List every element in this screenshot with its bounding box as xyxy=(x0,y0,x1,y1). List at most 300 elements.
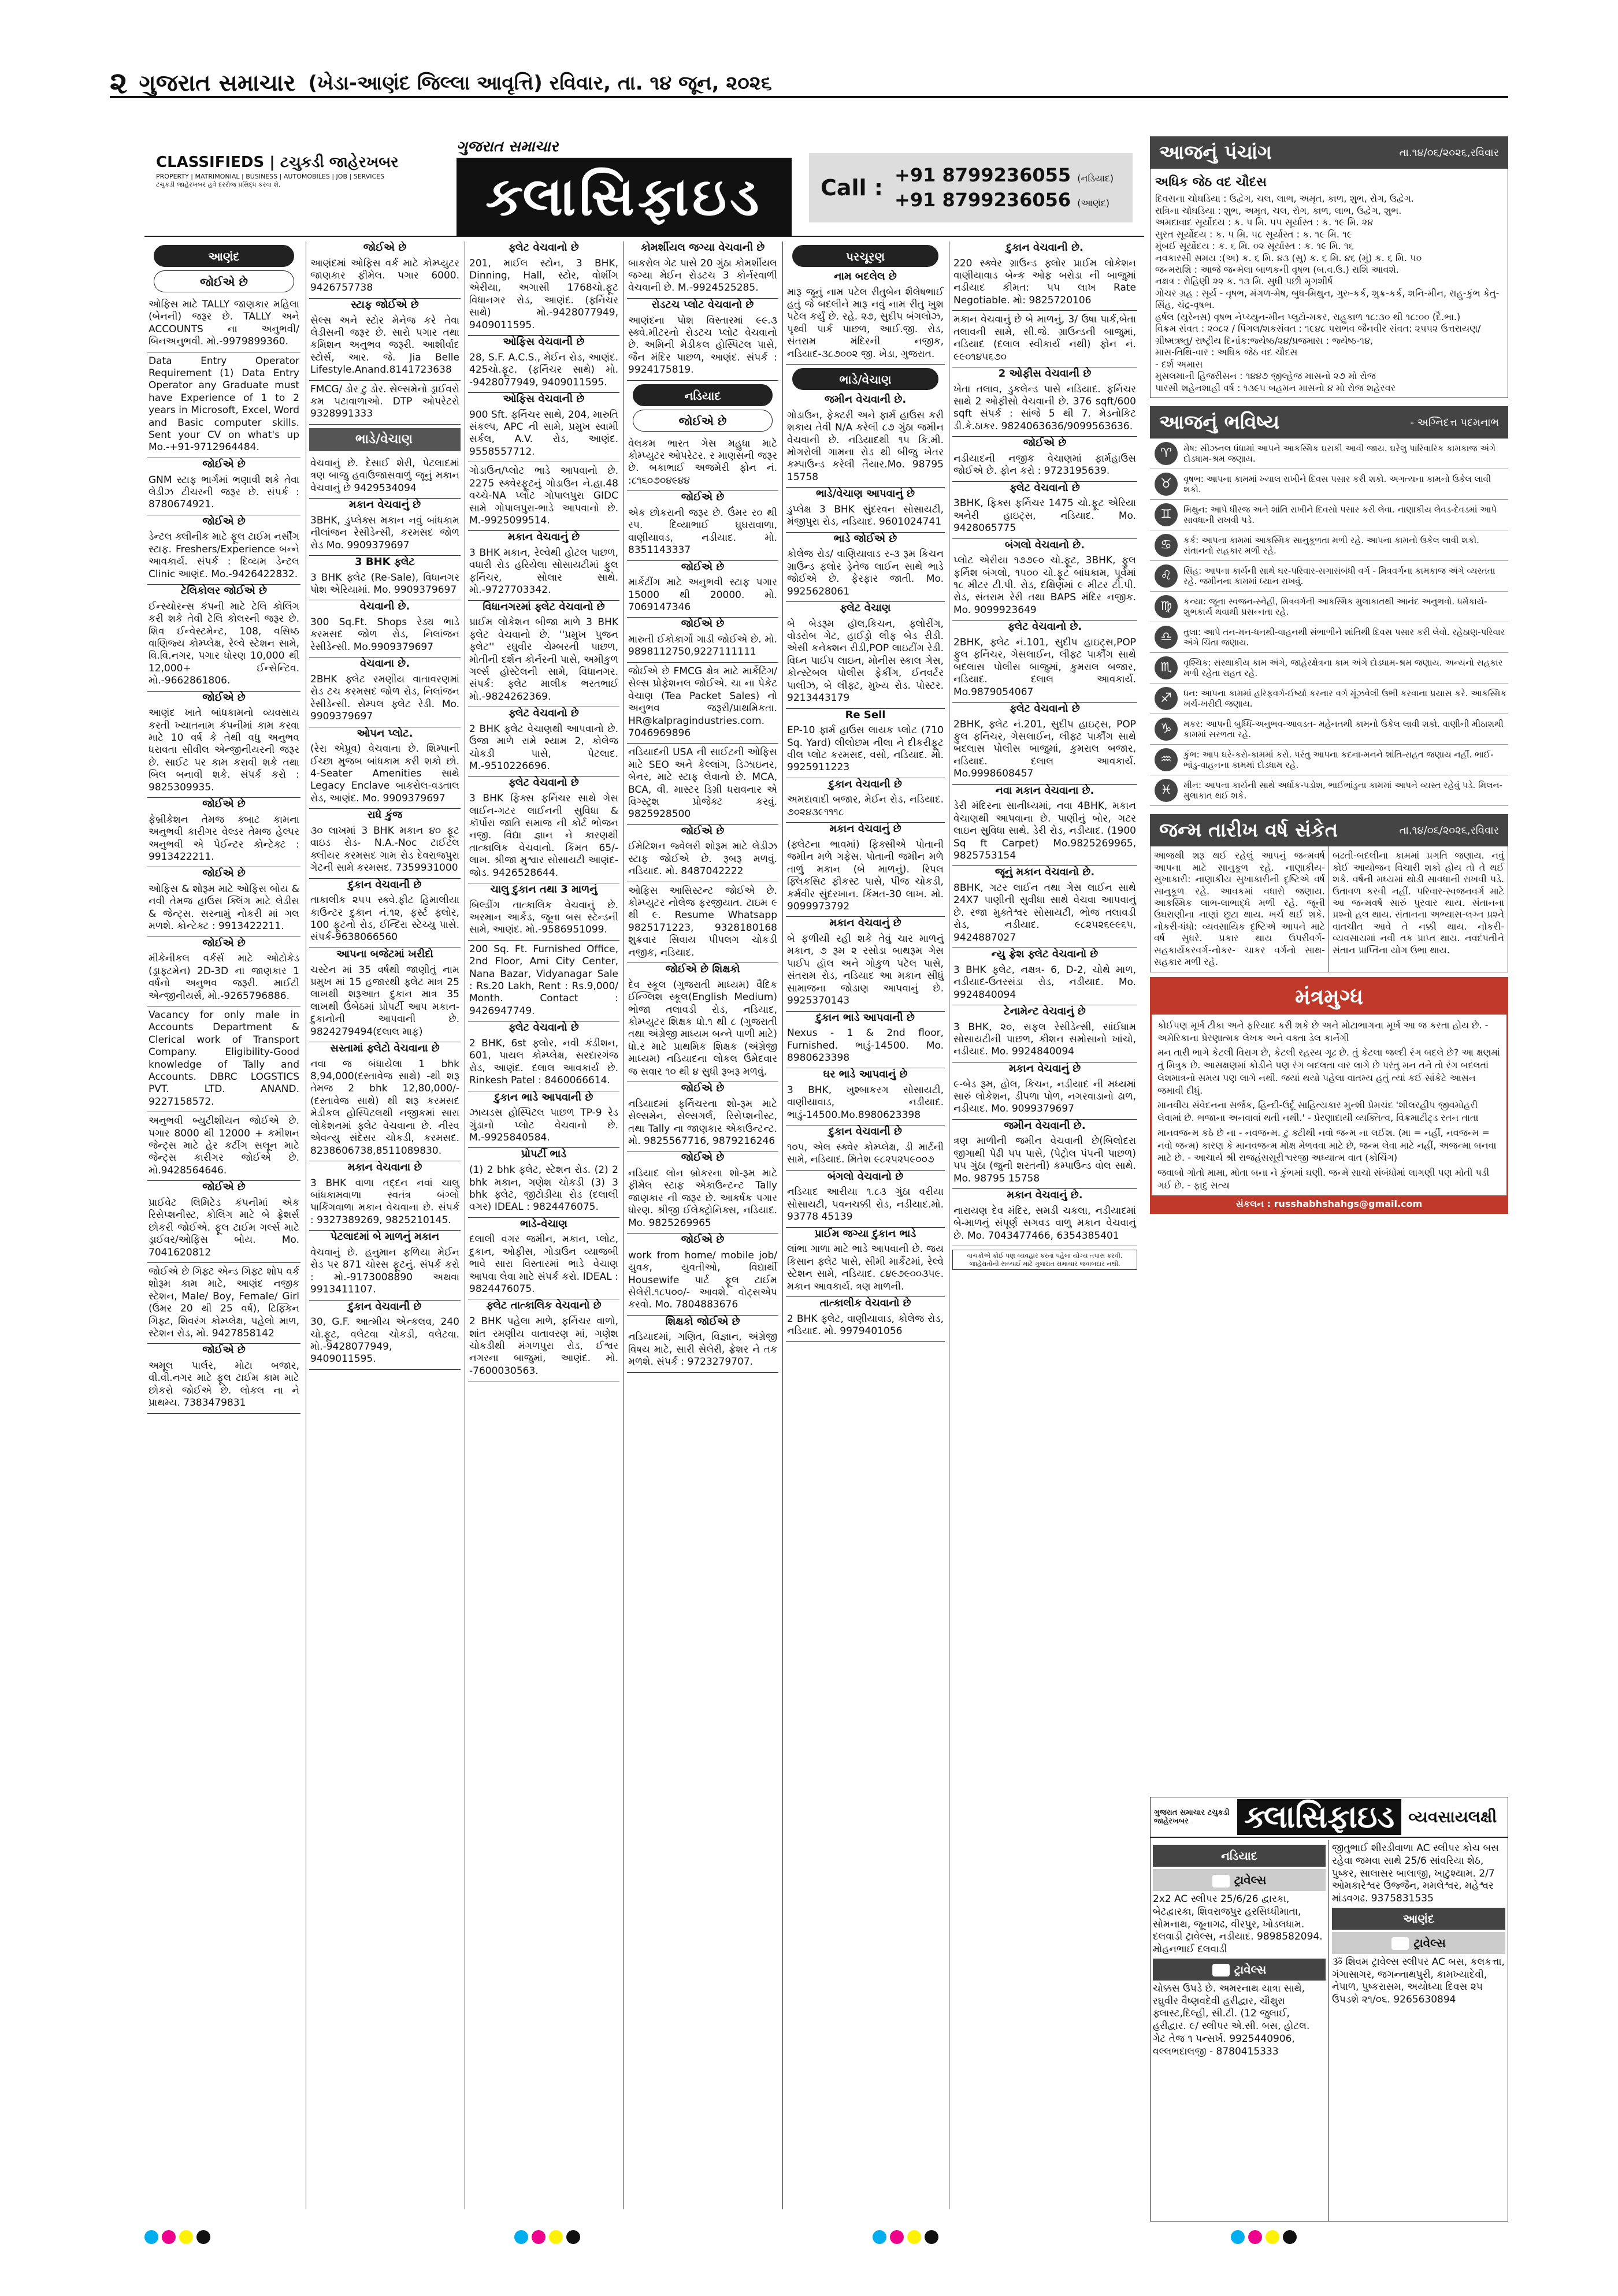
registration-dot xyxy=(1283,2230,1297,2244)
classified-ad: ત્રણ માળીની જમીન વેચવાની છે(બિલોદરા જીગાથી પેઢી ૫૫ પાસે, (પેટ્રોલ પંપની પાછળ) ૫૫ ગુંઠા (જુની શરતની) કમ્પાઉન્ડ વોલ સાથે. Mo. 98795 15758 xyxy=(952,1132,1137,1189)
rashi-text: મિથુન: આપે ધીરજ અને શાંતિ રાખીને દિવસો પસાર કરી લેવા. નાણાકીય લેવડ-દેવડમાં આપે સાવધાની રાખવી પડે. xyxy=(1183,504,1497,526)
classified-ad: ડેન્ટલ ક્લીનીક માટે ફૂલ ટાઈમ નર્સીંગ સ્ટાફ. Freshers/Experience બન્ને આવકાર્ય. સંપર્ક : દિવ્યમ ડેન્ટલ Clinic આણંદ. Mo.-9426422832. xyxy=(147,528,300,585)
registration-dot xyxy=(925,2230,938,2244)
classified-ad: જોઈએ છે ગિફ્ટ એન્ડ ગિફ્ટ શોપ વર્ક શોરૂમ કામ માટે, આણંદ નજીક સ્ટેશન, Male/ Boy, Female/ Girl (ઉંમર 20 થી 25 વર્ષ), ટિફ્કિન ગિફ્ટ, શિવરંગ કોમ્પ્લેક્ષ, પહેલો માળ, સ્ટેશન રોડ, મો. 9427858142 xyxy=(147,1263,300,1344)
bus-icon xyxy=(1212,1875,1230,1888)
panchang-line: અમદાવાદ સૂર્યોદય : ક. ૫ મિ. ૫૫ સૂર્યાસ્ત : ક. ૧૯ મિ. ૨૪ xyxy=(1155,217,1374,228)
panchang-line: ગોચર ગ્રહ : સૂર્ય - વૃષભ, મંગળ-મેષ, બુધ-મિથુન, ગુરુ-કર્ક, શુક્ર-કર્ક, શનિ-મીન, રાહુ-કુંભ કેતુ-સિંહ, ચંદ્ર-વૃષભ. xyxy=(1155,287,1500,311)
classified-ad: ૩૦ લાખમાં 3 BHK મકાન ૪૦ ફૂટ વાઇડ રોડ- N.A.-Noc ટાઈટલ ક્લીયર કરમસદ ગામ રોડ દેવરાજપુરા ગેટની સામે કરમસદ. 7359931000 xyxy=(309,822,461,879)
rashi-row xyxy=(1150,714,1508,745)
classified-ad: નડિયાદની USA ની સાઈટની ઓફિસ માટે SEO અને કેલ્લાંગ, ડિઝાઇનર, બેનર, માટે સ્ટાફ લેવાનો છે. MCA, BCA, વી. માસ્ટર ડિગ્રી ધરાવનાર એ વિગ્સ્ટ્રશ પ્રોજેક્ટ કરવું. 9825928500 xyxy=(627,744,778,824)
classified-ad: નારાયણ દેવ મંદિર, સમડી ચકલા, નડીયાદમાં બે-માળનું સંપૂર્ણ સગવડ વાળુ મકાન વેચવાનું છે. Mo. 7043477466, 6354385401 xyxy=(952,1202,1137,1246)
panchang-date: તા.૧૪/૦૬/૨૦૨૬,રવિવાર xyxy=(1399,146,1499,159)
rashi-row xyxy=(1150,561,1508,592)
rashi-row xyxy=(1150,469,1508,500)
rashi-text: વૃષભ: આપના કામમાં ખ્યાલ રાખીને દિવસ પસાર કરી શકો. અગત્યના કામનો ઉકેલ લાવી શકો. xyxy=(1183,474,1491,495)
classified-ad: 3BHK, ફિક્સ ફર્નિચર 1475 ચો.ફૂટ એરિયા અનેરી હાઇટ્સ, નડિયાદ. Mo. 9428065775 xyxy=(952,495,1137,538)
classified-ad: ડુપ્લેક્ષ 3 BHK સુંદરવન સોસાયટી, મંજીપુરા રોડ, નડિયાદ. 9601024741 xyxy=(786,501,945,533)
masthead xyxy=(110,65,1508,101)
zodiac-icon: ♈ xyxy=(1155,442,1178,465)
mantra-item: જવાબો ગોતો મામા, મોતા બના ને કુંભમાં ઘણી. જન્મે સાચો સંબંધોમાં લાગણી પણ મોતી પડી ગઈ છે. - ફાદુ સત્ય xyxy=(1157,1167,1490,1191)
rashi-text: ધન: આપના કામમાં હરિફવર્ગ-ઈર્ષ્યા કરનાર વર્ગ મૂંઝવેલી ઉભી કરવાના પ્રયાસ કરે. આકસ્મિક ખર્ચ-ખરીદી જણાય. xyxy=(1183,688,1506,709)
ad-heading: વેચવાના છે. xyxy=(359,657,410,670)
ad-heading: Re Sell xyxy=(845,708,886,721)
classified-ad: ફેબ્રીકેશન તેમજ ક્બાટ કામના અનુભવી કારીગર વેલ્ડર તેમજ હેલ્પર અનુભવી એ પેઈન્ટર કોન્ટેક્ટ : 9913422211. xyxy=(147,811,300,868)
classified-ad: (રેરા એપ્રૂવ) વેચવાના છે. શિમ્પાની ઈચ્છા મુજબ બાંધકામ કરી શકો છો. 4-Seater Amenities સાથે Legacy Enclave બાકરોલ-વડતાલ રોડ, આણંદ. Mo. 9909379697 xyxy=(309,740,461,809)
ad-heading: ભાડે/વેચાણ આપવાનું છે xyxy=(815,488,915,500)
rashi-text: વૃશ્ચિક: સંસ્થાકીય કામ અંગે, જાહેરક્ષેત્રના કામ અંગે દોડધામ-શ્રમ જણાય. અન્યનો સહકાર મળી રહેતા રાહત રહે. xyxy=(1183,657,1503,679)
classified-column xyxy=(309,242,461,2209)
ad-heading: બંગલો વેચવાનો છે. xyxy=(1004,538,1085,551)
zodiac-icon: ♎ xyxy=(1155,626,1178,649)
classified-ad: 3 BHK વાળા તદ્દન નવાં ચાલુ બાંધકામવાળા સ્વતંત્ર બંગ્લો પાર્કિંગવાળા મકાન વેચવાના છે. સંપર્ક : 9327389269, 9825210145. xyxy=(309,1175,461,1231)
ad-heading: જોઈએ છે xyxy=(363,242,407,254)
classified-ad: GNM સ્ટાફ ભાર્ગમાં ભણાવી શકે તેવા લેડીઝ ટીચરની જરૂર છે. સંપર્ક : 8780674921. xyxy=(147,471,300,515)
rashi-row xyxy=(1150,592,1508,622)
ad-heading: આપના બજેટમાં ખરીદો xyxy=(336,948,433,960)
classified-ad: અમૂલ પાર્લર, મોટા બજાર, વી.વી.નગર માટે ફૂલ ટાઈમ કામ માટે છોકરો જોઈએ છે. લોકલ ના ને પ્રાથમ્ય. 7383479831 xyxy=(147,1357,300,1414)
ad-heading: પેટલાદમાં બે માળનું મકાન xyxy=(330,1231,440,1243)
birthday-body xyxy=(1150,846,1508,972)
tag-title: CLASSIFIEDS | ટચુકડી જાહેરખબર xyxy=(156,154,399,171)
rashi-row xyxy=(1150,439,1508,469)
classified-ad: ઓફિસ & શોરૂમ માટે ઓફિસ બોય & નવી તેમજ હાઉસ ક્લિંગ માટે લેડીસ & જેન્ટ્સ. સરનામું નોકરી માં ગલ મળશે. કોન્ટેક્ટ : 9913422211. xyxy=(147,880,300,937)
ad-heading: મકાન વેચવાનું છે xyxy=(348,499,421,511)
ad-heading: દુકાન વેચવાની છે xyxy=(829,1125,902,1138)
classified-ad: (1) 2 bhk ફ્લેટ, સ્ટેશન રોડ. (2) 2 bhk મકાન, ગણેશ ચોકડી (3) 3 bhk ફ્લેટ, જીટોડીયા રોડ (દલાલી વગર) IDEAL : 9824476075. xyxy=(468,1161,619,1218)
ad-heading: જોઈએ છે xyxy=(681,824,725,837)
classified-ad: 3 BHK મકાન, રેલ્વેથી હોટલ પાછળ, વધારી રોડ હરિયેલા સોસાયટીમાં ફુલ ફર્નિચર, સોલાર સાથે. મો.-9727703342. xyxy=(468,544,619,601)
mantra-item: કોઈપણ મૂર્ખ ટીકા અને ફરિયાદ કરી શકે છે અને મોટાભાગના મૂર્ખ આ જ કરતા હોય છે. - અમેરિકાના પ્રેરણાત્મક લેખક અને વક્તા ડેલ કાર્નેગી xyxy=(1157,1019,1489,1043)
ad-heading: ફ્લેટ વેચવાનો છે xyxy=(509,707,579,720)
zodiac-icon: ♏ xyxy=(1155,656,1178,679)
ad-heading: સ્ટાફ જોઈએ છે xyxy=(351,298,419,311)
classified-ad: વેલકમ ભારત ગેસ મહુધા માટે કોમ્પ્યુટર ઓપરેટર. ર માણસની જરૂર છે. બકાભાઈ અજમેરી ફોન નં. :૮૧૬૦૭૦૪૯૪૪ xyxy=(627,435,778,492)
business-left-column xyxy=(1151,1840,1328,2221)
mantra-title: મંત્રમુગ્ધ xyxy=(1152,979,1506,1015)
classified-ad: નડિયાદ લોન બ્રોકરના શો-રૂમ માટે ફીમેલ સ્ટાફ એકાઉન્ટન્ટ Tally જાણકાર ની જરૂર છે. આકર્ષક પગાર ધોરણ. શ્રીજી ઈલેક્ટ્રોનિક્સ, નડિયાદ. Mo. 9825269965 xyxy=(627,1165,778,1234)
classified-ad: ઈન્સ્યોરન્સ કંપની માટે ટેલિ કોલિંગ કરી શકે તેવી ટેલિ કોલરની જરૂર છે. શિવ ઈન્વેસ્ટમેન્ટ, 108, વસિષ્ઠ વાણિજ્ય કોમ્પ્લેક્ષ, રેલ્વે સ્ટેશન સામે, વિ.વિ.નગર, પગાર ધોરણ 10,000 થી 12,000+ ઈન્સેન્ટિવ. મો.-9662861806. xyxy=(147,598,300,692)
business-travels-banner xyxy=(1153,1869,1326,1891)
classified-ad: નડિયાદ આરીયા ૧.૮૩ ગુંઠા વરીયા સોસાયટી, પવનચક્કી રોડ, નડીયાદ.મો. 93778 45139 xyxy=(786,1183,945,1227)
mantra-item: માનવીય સંવેદનના સર્જક, હિન્દી-ઉર્દૂ સાહિત્યકાર મુન્શી પ્રેમચંદ 'શીલરહીપ જીવમોહરી લેવામાં છે. ભજાના અનવાવાં થતી નથી.' - પ્રેરણાદાયી વ્યક્તિત્વ, વિક્રમાટીટ્ડ રતન તાતા xyxy=(1157,1099,1479,1124)
classified-ad: નવા જ બંધાયેલા 1 bhk 8,94,000(દસ્તાવેજ સાથે) -થી શરૂ તેમજ 2 bhk 12,80,000/-(દસ્તાવેજ સાથે) થી શરૂ કરમસદ મેડીકલ હોસ્પિટલથી નજીકમાં સારા લોકેશનમાં ફ્લેટ વેચવાના છે. નીરવ એવન્યુ સંદેસર ચોકડી, કરમસદ. 8238606738,8511089830. xyxy=(309,1056,461,1161)
ad-heading: જોઈએ છે xyxy=(1023,437,1067,449)
right-sidebar xyxy=(1150,136,1508,1731)
classified-ad: ઓફિસ આસિસ્ટન્ટ જોઈએ છે. કોમ્પ્યુટર નોલેજ ફરજીયાત. ટાઇમ ૯ થી ૯. Resume Whatsapp 9825171223, 9328180168 શુક્રવાર સિવાય પીપલગ ચોકડી નજીક, નડિયાદ. xyxy=(627,882,778,963)
phone-nadiad-note: (નડિયાદ) xyxy=(1077,172,1114,184)
business-travels-label: ટ્રાવેલ્સ xyxy=(1234,1873,1267,1887)
ad-heading: જોઈએ છે xyxy=(681,1082,725,1095)
classified-ad: ઝાયડસ હોસ્પિટલ પાછળ TP-9 રેડ ગુંડાનો પ્લોટ વેચવાનો છે. M.-9925840584. xyxy=(468,1104,619,1148)
classified-column xyxy=(147,242,300,2209)
classified-ad: 2BHK ફ્લેટ રમણીય વાતાવરણમાં રોડ ટચ કરમસદ જોળ રોડ, નિલાંજન રેસીડેન્સી. સેમ્પલ ફ્લેટ રેડી. Mo. 9909379697 xyxy=(309,671,461,727)
ad-heading: રાધે કુંજ xyxy=(367,809,403,822)
ad-heading: મકાન વેચવાનું છે xyxy=(1008,1062,1081,1075)
registration-dot xyxy=(532,2230,545,2244)
ad-heading: દુકાન વેચવાની છે. xyxy=(1006,242,1083,254)
business-brand: ગુજરાત સમાચાર ટચુકડી જાહેરખબર xyxy=(1154,1808,1230,1826)
classified-ad: 200 Sq. Ft. Furnished Office, 2nd Floor, Ami City Center, Nana Bazar, Vidyanagar Sale : Rs.20 Lakh, Rent : Rs.9,000/ Month. Contact : 9426947749. xyxy=(468,941,619,1021)
zodiac-icon: ♍ xyxy=(1155,595,1178,618)
registration-dot xyxy=(549,2230,563,2244)
registration-dot xyxy=(890,2230,904,2244)
registration-dot xyxy=(566,2230,580,2244)
ad-heading: જમીન વેચવાની છે. xyxy=(1004,1119,1086,1132)
section-pill: ભાડે/વેચાણ xyxy=(792,368,938,390)
bhavishya-header xyxy=(1150,406,1508,439)
classified-ad: 28, S.F. A.C.S., મેઈન રોડ, આણંદ. 425ચો.ફૂટ. (ફર્નિચર સાથે) મો. -9428077949, 9409011595. xyxy=(468,349,619,393)
panchang-line: જન્મરાશિ : આજે જન્મેલા બાળકની વૃષભ (બ.વ.ઉ.) રાશિ આવશે. xyxy=(1155,263,1399,275)
classified-ad: 2 BHK ફ્લેટ વેચાણથી આપવાનો છે. ઉજા માળે રામે શ્યામ 2, કોલેજ ચોકડી પાસે, પેટલાદ. M.-9510226696. xyxy=(468,720,619,777)
classified-ad: ડેરી મંદિરના સાનીધ્યમાં, નવા 4BHK, મકાન વેચાણથી આપવાના છે. પાણીનું બોર, ગટર લાઇન સુવિધા સાથે. ડેરી રોડ, નડીયાદ. (1900 Sq ft Carpet) Mo.9825269965, 9825753154 xyxy=(952,797,1137,866)
classified-ad: બે ફળીયી રહી શકે તેવું ચાર માળનું મકાન, ૭ રૂમ ૨ રસોડા બાથરૂમ ગેસ પાઈપ હૉલ અને ગોકુળ પટેલ પાસે, સંતરામ રોડ, નડિયાદ આ મકાન સીધું સામાજના જોડાણ આપવાનું છે. 9925370143 xyxy=(786,930,945,1011)
newspaper-brand: ગુજરાત સમાચાર xyxy=(139,70,296,96)
classifieds-tag xyxy=(156,153,457,189)
business-travels-label: ટ્રાવેલ્સ xyxy=(1234,1962,1267,1977)
ad-heading: જોઈએ છે xyxy=(681,1151,725,1164)
tag-note: ટચુકડી જાહેરખબર હવે દરરોજ પ્રસિદ્ધ કરવા શે. xyxy=(156,181,281,189)
classified-ad: 2BHK, ફ્લેટ નં.101, સુદીપ હાઇટ્સ,POP ફુલ ફર્નિચર, ગેસલાઈન, લીફ્ટ પાર્કીંગ સાથે બદલાસ પોલીસ બાજુમાં, કુમરાલ બજાર, નડિયાદ. દલાલ આવકાર્ય. Mo.9879054067 xyxy=(952,634,1137,703)
ad-heading: ફ્લેટ વેચવાનો છે xyxy=(1010,481,1080,494)
ad-heading: વેચવાની છે. xyxy=(359,600,410,613)
classified-ad: પ્રાઈમ લોકેશન બીજા માળે 3 BHK ફ્લેટ વેચવાનો છે. ''પ્રમુખ પુજન ફ્લેટ'' રઘુવીર ચેમ્બરની પાછળ, મોતીની દર્શન કોર્નરની પાસે, અમીકુળ ગર્લ્સ હોસ્ટેલની સામે, વિધાનગર. સંપર્ક: ફ્લેટ માલીક ભરતભાઈ મો.-9824262369. xyxy=(468,614,619,707)
panchang-line: નવકારસી સમય :(અ) ક. ૬ મિ. ૪૩ (સુ) ક. ૬ મિ. ૪૬ (મું) ક. ૬ મિ. ૫૦ xyxy=(1155,252,1422,263)
ad-heading: ફ્લેટ તાત્કાલિક વેચવાનો છે xyxy=(486,1299,602,1312)
panchang-line: સુરત સૂર્યોદય : ક. ૫ મિ. ૫૮ સૂર્યાસ્ત : ક. ૧૯ મિ. ૧૯ xyxy=(1155,228,1353,240)
ad-heading: જોઈએ છે શિક્ષકો xyxy=(665,963,740,976)
ad-heading: પ્રોપર્ટી ભાડે xyxy=(521,1148,567,1161)
ad-heading: જોઈએ છે xyxy=(202,691,246,704)
ad-heading: દુકાન ભાડે આપવાની છે xyxy=(494,1091,593,1104)
mantra-items xyxy=(1157,1019,1501,1192)
ad-heading: દુકાન વેચવાની છે xyxy=(348,878,422,891)
business-travels-banner-2 xyxy=(1153,1959,1326,1981)
ad-heading: ફ્લેટ વેચવાનો છે. xyxy=(1007,621,1082,633)
classified-ad: 201, માઈલ સ્ટોન, 3 BHK, Dinning, Hall, સ્ટોર, વોશીંગ એરીયા, અગાસી 1768ચો.ફૂટ વિધાનગર રોડ, આણંદ. (ફર્નિચર સાથે) મો.-9428077949, 9409011595. xyxy=(468,255,619,336)
classified-ad: 2BHK, ફ્લેટ નં.201, સુદીપ હાઇટ્સ, POP ફુલ ફર્નિચર, ગેસલાઈન, લીફ્ટ પાર્કીંગ સાથે બદલાસ પોલીસ બાજુમાં, કુમરાલ બજાર, નડિયાદ. દલાલ આવકાર્ય. Mo.9998608457 xyxy=(952,716,1137,785)
classified-ad: આણંદમાં ઓફિસ વર્ક માટે કોમ્પ્યુટર જાણકાર ફીમેલ. પગાર 6000. 9426757738 xyxy=(309,255,461,299)
panchang-line: મુંબઈ સૂર્યોદય : ક. ૬ મિ. ૦૨ સૂર્યાસ્ત : ક. ૧૯ મિ. ૧૬ xyxy=(1155,240,1354,252)
zodiac-icon: ♊ xyxy=(1155,503,1178,526)
panchang-title: આજનું પંચાંગ xyxy=(1159,141,1272,164)
panchang-line: પારસી શહેનશાહી વર્ષ : ૧૩૯૫ બહમન માસનો ૪ મો રોજ શહેરવર xyxy=(1155,382,1396,393)
mantra-box xyxy=(1150,977,1508,1214)
classified-ad: 2 BHK પહેલા માળે, ફર્નિચર વાળો, શાંત રમણીય વાતાવરણ માં, ગણેશ ચોકડીથી મંગળપુરા રોડ, ઈશ્વર નગરના બાજુમાં, આણંદ. મો. -7600030563. xyxy=(468,1313,619,1381)
bus-icon xyxy=(1391,1937,1409,1950)
ad-heading: મકાન વેચવાના છે xyxy=(347,1161,422,1173)
classified-column xyxy=(468,242,619,2209)
ad-heading: ઓફિસ વેચવાની છે xyxy=(503,336,585,348)
ad-heading: ન્યુ ફ્રેશ ફ્લેટ વેચવાનો છે xyxy=(991,948,1099,961)
classified-ad: Data Entry Operator Requirement (1) Data Entry Operator any Graduate must have Experience of 1 to 2 years in Microsoft, Excel, Word and Basic computer skills. Sent your CV on what's up Mo.-+91-9712964484. xyxy=(147,352,300,458)
classified-ad: મકાન વેચવાનું છે બે માળનું, 3/ ઉષા પાર્ક,બેતા તલાવની સામે, સી.જે. ગ્રાઉન્ડની બાજુમાં, નડિયાદ (દલાલ સ્વીકાર્ય નથી) ફોન નં. ૯૯૦૧૪૫૬૭૦ xyxy=(952,311,1137,367)
business-header xyxy=(1151,1797,1508,1838)
classified-ad: 3BHK, ડુપ્લેક્સ મકાન નવું બાંધકામ નીલાંજન રેસીડેન્સી, કરમસદ જોળ રોડ Mo. 9909379697 xyxy=(309,512,461,556)
classified-ad: તાકાલીક ૨૫૫ સ્ક્વે.ફીટ હિમાલીયા કાઉન્ટર દુકાન નં.૧૨, ફર્સ્ટ ફ્લોર, 100 ફૂટનો રોડ, ઈન્દિરા સ્ટેચ્યુ પાસે. સંપર્ક-9638066560 xyxy=(309,891,461,948)
registration-dot xyxy=(1231,2230,1245,2244)
classifieds-title: ક્લાસિફાઇડ xyxy=(457,158,792,236)
classified-ad: 900 Sft. ફર્નિચર સાથે, 204, મારુતિ સંકલ્પ, APC ની સામે, પ્રમુખ સ્વામી સર્કલ, A.V. રોડ, આણંદ. 9558557712. xyxy=(468,406,619,463)
ad-heading: સસ્તામાં ફ્લેટો વેચવાના છે xyxy=(330,1042,440,1054)
ad-heading: તાત્કાલીક વેચવાનો છે xyxy=(819,1296,911,1309)
birthday-title: જન્મ તારીખ વર્ષ સંકેત xyxy=(1159,819,1338,842)
phone-nadiad: +91 8799236055 xyxy=(895,164,1071,186)
business-right-column xyxy=(1330,1840,1508,2221)
ad-heading: 3 BHK ફ્લેટ xyxy=(355,555,415,568)
panchang-line: માસ-તિથિ-વાર : અધિક જેઠ વદ ચૌદસ xyxy=(1155,347,1298,358)
mantra-item: માનવજન્મ કઠે છે ના - નવજન્મ. ટુ ક્ટીથી નવો જન્મ ના લઈશ. (મા = નહીં, નવજન્મ = નવો જન્મ) કારણ કે માનવજન્મ મોક્ષ મેળવવા માટે છે, જન્મ લેવા માટે નહીં, અજન્મા બનવા માટે છે. - આચાર્ય શ્રી રાજહંસસૂરીશ્વરજી અધ્યાત્મ વાત (કોચિંગ) xyxy=(1157,1127,1497,1164)
ad-heading: ઘર ભાડે આપવાનું છે xyxy=(823,1068,908,1081)
classified-ad: FMCG/ ડોર ટુ ડોર. સેલ્સમેનો ડ્રાઈવરો કમ પટાવાળાઓ. DTP ઓપરેટરો 9328991333 xyxy=(309,381,461,425)
panchang-line: નક્ષત્ર : રોહિણી ૨૨ ક. ૧૩ મિ. સુધી પછી મૃગશીર્ષ xyxy=(1155,276,1333,287)
classified-ad: બે બેડરૂમ હૉલ,કિચન, ફ્લોરીંગ, વોડરોબ ગેટ, હાઈડ્રો લીફ બેડ રીડી. એસી કનેક્શન રીડી,POP લાઇટીંગ રેડી. વિઘ્ન પાઈપ લાઇન, મોનીસ સ્કાલ ગેસ, કોન્સ્ટેબલ પોલીસ ફેકીંગ, ઈનવર્ટર પાલીઝ, બે લીફ્ટ, મુખ્ય રોડ. પોસ્ટર. 9213443179 xyxy=(786,615,945,709)
rashi-list xyxy=(1150,439,1508,806)
ad-heading: ટેનામેન્ટ વેચવાનું છે xyxy=(1004,1005,1086,1017)
edition-line: (ખેડા-આણંદ જિલ્લા આવૃત્તિ) રવિવાર, તા. ૧૪ જૂન, ૨૦૨૬ xyxy=(308,72,772,95)
classified-ad: 3 BHK ફિક્સ ફર્નિચર સાથે ગેસ લાઈન-ગટર લાઈનની સુવિધા & કૉર્પોરા જાતિ સમાજ ની કોર્ટ ભોજન નજી. વિદ્યા જ્ઞાન ને કારણથી તાત્કાલિક વેચવાનો. કિંમત 65/- લાખ. શ્રીજા મુશ્વાર સોસાયટી આણંદ-જોડ. 9426528644. xyxy=(468,790,619,883)
ad-heading: વિધાનગરમાં ફ્લેટ વેચવાનો છે xyxy=(483,600,605,613)
ad-heading: નવા મકાન વેચવાના છે. xyxy=(995,784,1094,797)
rashi-text: કુંભ: આપ ઘરે-કરો-કામમાં કરો. પરંતુ આપના કદના-મનને શાંતિ-રાહત જણાય નહીં. ભાઈ-ભાંડુ-વાહનના કામમાં દોડધામ રહે. xyxy=(1183,749,1494,771)
bhavishya-title: આજનું ભવિષ્ય xyxy=(1159,411,1280,434)
business-ad: ચોક્કસ ઉપડે છે. અમરનાથ યાત્રા સાથે, રઘુવીર વૈષ્ણવદેવી હરીદ્વાર, ચૌથુરા ફ્લાસ્ટ,દિલ્હી, સી.ટી. (12 જુલાઈ, હરીદ્વાર. ૯/ સ્લીપર એ.સી. બસ, હોટલ. ગેટ તેજ ૧ પન્સર્ખ. 9925440906, વલ્લભદાલજી - 8780415333 xyxy=(1153,1982,1310,2057)
business-anand-banner: આણંદ xyxy=(1332,1908,1505,1930)
classified-ad: અમદાવાદી બજાર, મેઈન રોડ, નડિયાદ. ૭૦૨૪૩૯૧૧૧૮ xyxy=(786,791,945,823)
classified-ad: મારૂ જૂનું નામ પટેલ રીતુબેન શૈલેષભાઈ હતું જે બદલીને મારૂ નવું નામ રીતુ ખુશ પટેલ કર્યું છે. રહે. ૨૭, સુદીપ બંગલોઝ, પૃથ્વી પાર્ક પાછળ, આઈ.જી. રોડ, સંતરામ મંદિરની નજીક, નડિયાદ-૩૮૭૦૦૨ જી. ખેડા, ગુજરાત. xyxy=(786,284,945,365)
section-pill: જોઈએ છે xyxy=(154,270,295,292)
section-pill: નડિયાદ xyxy=(633,384,772,406)
classified-ad: ઈમેટિશન જ્વેલરી શોરૂમ માટે લેડીઝ સ્ટાફ જોઈએ છે. રૂબરૂ મળવું. નડિયાદ. મો. 8487042222 xyxy=(627,838,778,882)
classified-ad: એક છોકરાની જરૂર છે. ઉંમર ર૦ થી ર૫. દિવ્યાભાઈ ઘુઘરાવાળા, વાણીયાવડ, નડીયાદ. મો. 8351143337 xyxy=(627,504,778,561)
registration-dot xyxy=(162,2230,176,2244)
call-label: Call : xyxy=(821,175,884,200)
registration-dot xyxy=(196,2230,210,2244)
classified-ad: વેચવાનું છે. હનુમાન ફળિયા મેઈન રોડ પર 871 ચોરસ ફૂટનું. સંપર્ક કરો : મો.-9173008890 અથવા 9913411107. xyxy=(309,1244,461,1301)
classified-ad: Vacancy for only male in Accounts Department & Clerical work of Transport Company. Eligibility-Good knowledge of Tally and Accounts. DBRC LOGSTICS PVT. LTD. ANAND. 9227158572. xyxy=(147,1006,300,1112)
classified-ad: 2 BHK, 6st ફ્લોર, નવી કંડીશન, 601, પાયલ કોમ્પ્લેક્ષ, સરદારગંજ રોડ, આણંદ. દલાલ આવકાર્ય છે. Rinkesh Patel : 8460066614. xyxy=(468,1035,619,1091)
classified-ad: 3 BHK, ખુશ્બાકરગ સોસાયટી, વાણીયાવાડ, નડીયાદ. ભાડું-14500.Mo.8980623398 xyxy=(786,1082,945,1125)
zodiac-icon: ♒ xyxy=(1155,748,1178,771)
classified-ad: ૧૦૫, એલ સ્ક્વેર કોમ્પ્લેક્ષ, ડી માર્ટની સામે, નડિયાદ. મિતેશ ૯૮૨૫૨૫૯૦૦૭ xyxy=(786,1139,945,1171)
classified-ad: work from home/ mobile job/ યુવક, યુવતીઓ, વિદ્યાર્થી Housewife પાર્ટ ફૂલ ટાઈમ સેલેરી.૧૮૫૦૦/- આવશે. વોટ્સએપ કરવો. Mo. 7804883676 xyxy=(627,1247,778,1316)
phone-anand: +91 8799236056 xyxy=(895,189,1071,211)
classified-ad: 300 Sq.Ft. Shops રેડ્ય ભાડે કરમસદ જોળ રોડ, નિલાંજન રેસીડેન્સી. Mo.9909379697 xyxy=(309,614,461,657)
rashi-text: તુલા: આપે તન-મન-ધનથી-વાહનથી સંભાળીને શાંતિથી દિવસ પસાર કરી લેવો. રહેઠાણ-પરિવાર અંગે ચિંતા જણાય. xyxy=(1183,627,1505,648)
zodiac-icon: ♓ xyxy=(1155,779,1178,802)
bhavishya-author: - અગ્નિદત્ત પદમનાભ xyxy=(1410,416,1499,429)
business-ad: 2x2 AC સ્લીપર 25/6/26 દ્વારકા, બેટદ્વારકા, શિવરાજપુર હરસિધ્ધીમાતા, સોમનાથ, જૂનાગઢ, વીરપુર, ખોડલધામ. દલવાડી ટ્રાવેલ્સ, નડીયાદ. 9898582094. મોહનભાઈ દલવાડી xyxy=(1153,1893,1323,1955)
registration-dot xyxy=(1248,2230,1262,2244)
zodiac-icon: ♉ xyxy=(1155,473,1178,496)
classified-ad: માર્કેટીંગ માટે અનુભવી સ્ટાફ પગાર 15000 થી 20000. મો. 7069147346 xyxy=(627,574,778,618)
ad-heading: ટેલિકોલર જોઈએ છે xyxy=(180,585,268,597)
ad-heading: ફ્લેટ વેચવાનો છે xyxy=(509,242,579,254)
rashi-row xyxy=(1150,745,1508,775)
business-ad: ૐ શિવમ ટ્રાવેલ્સ સ્લીપર AC બસ, કલકત્તા, ગંગાસાગર, જગન્નાથપુરી, કામખ્યાદેવી, નેપાળ, પુષ્કરાસમ, અયોધ્યા દિવસ ૨૫ ઉપડશે ૨૧/૦૬. 9265630894 xyxy=(1332,1956,1505,2005)
panchang-tithi: અધિક જેઠ વદ ચૌદસ xyxy=(1155,175,1267,190)
ad-heading: મકાન વેચવાનું છે xyxy=(829,823,901,835)
classified-ad: 3 BHK ફ્લેટ (Re-Sale), વિધાનગર પોશ એરિયામાં. Mo. 9909379697 xyxy=(309,569,461,601)
business-travels-label: ટ્રાવેલ્સ xyxy=(1413,1935,1446,1950)
zodiac-icon: ♋ xyxy=(1155,534,1178,557)
ad-heading: જોઈએ છે xyxy=(681,560,725,573)
rashi-text: કન્યા: જૂના સ્વજન-સ્નેહી, મિત્રવર્ગની આકસ્મિક મુલાકાતથી આનંદ અનુભવો. ધર્મકાર્ય-શુભકાર્ય થવાથી પ્રસન્નતા રહે. xyxy=(1183,596,1487,618)
ad-heading: જોઈએ છે xyxy=(681,1234,725,1246)
classified-ad: પ્રાઈવેટ લિમિટેડ કંપનીમાં એક રિસેપ્શનીસ્ટ, કોલિંગ માટે બે ફ્રેશર્સ છોકરી જોઈએ. ફૂલ ટાઈમ ગર્લ્સ માટે ડ્રાઈવર/ઓફિસ બોય. Mo. 7041620812 xyxy=(147,1194,300,1263)
registration-marks xyxy=(110,2220,1508,2254)
ad-heading: ઓપન પ્લોટ. xyxy=(357,727,413,740)
classified-ad: આણંદ ખાતે બાંધકામનો વ્યવસાય કરતી ખ્યાતનામ કંપનીમાં કામ કરવા માટે 10 વર્ષ કે તેથી વધુ અનુભવ ધરાવતા સીવીલ એન્જીનીયરની જરૂર છે. સાઈટ પર કામ કરાવી શકે તથા બિલ બનાવી શકે. સંપર્ક કરો : 9825309935. xyxy=(147,704,300,798)
ad-heading: જોઈએ છે xyxy=(202,937,246,949)
ad-heading: રોડટચ પ્લોટ વેચવાનો છે xyxy=(651,298,754,311)
ad-heading: 2 ઓફીસ વેચવાની છે xyxy=(998,367,1092,380)
ad-heading: જોઈએ છે xyxy=(202,1344,246,1357)
ad-heading: નામ બદલેલ છે xyxy=(834,270,897,283)
registration-dot xyxy=(1266,2230,1279,2244)
registration-dot xyxy=(907,2230,921,2244)
ad-heading: જોઈએ છે xyxy=(202,867,246,880)
classified-ad: Nexus - 1 & 2nd floor, Furnished. ભાડું-14500. Mo. 8980623398 xyxy=(786,1024,945,1068)
classified-ad: કોલેજ રોડ/ વાણિયાવાડ ર-૩ રૂમ કિચન ગ્રાઉન્ડ ફ્લોર ડ્રેનેજ લાઈન સાથે ભાડે જોઈએ છે. ફેરફાર જાતી. Mo. 9925628061 xyxy=(786,545,945,602)
business-ad: જીતુભાઈ શીરડીવાળા AC સ્લીપર કોચ બસ રહેવા જમવા સાથે 25/6 સાંવરિયા શેઠ, પુષ્કર, સાલાસર બાલાજી, ખાટુશ્યામ. 2/7 ઓમકારેશ્વર ઉજ્જૈન, મમલેશ્વર, મહેશ્વર માંડવગઢ. 9375831535 xyxy=(1332,1842,1499,1904)
panchang-line: હર્ષલ (યુરેનસ) વૃષભ નેપ્ચ્યુન-મીન પ્લુટો-મકર, રાહુકાળ ૧૮:૩૦ થી ૧૮:૦૦ (દૈ.ભા.) xyxy=(1155,311,1461,322)
classified-ad: નડીયાદની નજીક વેચાણમાં ફાર્મહાઉસ જોઈએ છે. ફોન કરો : 9723195639. xyxy=(952,450,1137,482)
classified-column xyxy=(627,242,778,2209)
classified-ad: મારુતી ઈકોકાર્ગો ગાડી જોઈએ છે. મો. 9898112750,9227111111 xyxy=(627,631,778,663)
business-classifieds xyxy=(1150,1797,1508,2221)
ad-heading: દુકાન વેચવાની છે xyxy=(829,778,902,790)
disclaimer-note: વાચકોએ કોઈ પણ વ્યવહાર કરતાં પહેલાં યોગ્ય તપાસ કરવી. જાહેરાતોની સચ્ચાઈ માટે ગુજરાત સમાચાર જવાબદાર નથી. xyxy=(952,1250,1137,1270)
classified-ad: અનુભવી બ્યુટીશીયન જોઈએ છે. પગાર 8000 થી 12000 + કમીશન જેન્ટ્સ માટે હેર કટીંગ સલૂન માટે જેન્ટ્સ કારીગર જોઈએ છે. મો.9428564646. xyxy=(147,1112,300,1181)
ad-heading: ચાલુ દુકાન તથા 3 માળનું xyxy=(490,883,598,896)
classified-ad: દેવ સ્કૂલ (ગુજરાતી માધ્યમ) વૈદિક ઈન્ગ્લિશ સ્કૂલ(English Medium) ભોજા તલાવડી રોડ, નડિયાદ, કોમ્પ્યુટર શિક્ષક ધો.૧ થી ૮ (ગુજરાતી તથા અંગ્રેજી માધ્યમ બન્ને પાળી માટે) ધો.ર માટે પ્રાથમિક શિક્ષક (અંગ્રેજી માધ્યમ) નડિયાદના લોકલ ઉમેદવાર જ સવાર ૧૦ થી ૪ સુધી રૂબરૂ મળવું. xyxy=(627,976,778,1082)
panchang-line: રાત્રિના ચોઘડિયા : શુભ, અમૃત, ચલ, રોગ, કાળ, લાભ, ઉદ્વેગ, શુભ. xyxy=(1155,205,1402,216)
classified-ad: 8BHK, ગટર લાઈન તથા ગેસ લાઈન સાથે 24X7 પાણીની સુવીધા સાથે વેચવા આપવાનું છે. રજા મુક્તેશ્વર સોસાયટી, ભોજ તલાવડી રોડ, નડીયાદ. ૯૮૨૫૨૬૯૯૬૫, 9424887027 xyxy=(952,879,1137,948)
ad-heading: મકાન વેચવાનું છે xyxy=(507,531,580,544)
registration-dot xyxy=(514,2230,528,2244)
panchang-line: મુસલમાની હિજરીસન : ૧૪૪૭ જીલ્હેજ માસનો ૨૭ મો રોજ xyxy=(1155,370,1376,382)
classified-ad: ગોડાઉન/પ્લોટ ભાડે આપવાનો છે. 2275 સ્ક્વેરફૂટનું ગોડાઉન ને.હા.48 વચ્ચે-NA પ્લોટ ગોપાલપુરા GIDC સામે ગોપાલપુરા-ભાડે આપવાનો છે. M.-9925099514. xyxy=(468,462,619,531)
registration-dot xyxy=(873,2230,886,2244)
panchang-line: વિક્રમ સંવત : ૨૦૮૨ / પિંગલ/શકસંવત : ૧૯૪૮ પરાભવ જૈનવીર સંવત: ૨૫૫૨ ઉત્તરાયણ/ગ્રીષ્મઋતુ/ રાષ્ટ્રીય દિનાંક:જ્યેષ્ઠ/૨૪/પ્રજમાસ : જ્યેષ્ઠ-૧૪, xyxy=(1155,323,1481,346)
ad-heading: ઓફિસ વેચવાની છે xyxy=(503,393,585,405)
section-pill: પરચૂરણ xyxy=(792,245,938,267)
ad-heading: જોઈએ છે xyxy=(202,1181,246,1194)
ad-heading: દુકાન ભાડે આપવાની છે xyxy=(816,1011,915,1024)
classified-ad: EP-10 ફાર્મ હાઉસ લાયક પ્લોટ (710 Sq. Yard) લીલોછમ નીલા ને દીકરીફૂટ વીલ પ્લોટ કરમસદ, વસો, નડિયાદ. મો. 9925911223 xyxy=(786,722,945,778)
zodiac-icon: ♌ xyxy=(1155,564,1178,588)
ad-heading: બંગલો વેચવાનો છે xyxy=(827,1170,904,1183)
classified-ad: દલાલી વગર જમીન, મકાન, પ્લોટ, દુકાન, ઓફીસ, ગોડાઉન વ્યાજબી ભાવે સારા વિસ્તારમાં ભાડે વેચાણ આપવા લેવા માટે સંપર્ક કરો. IDEAL : 9824476075. xyxy=(468,1231,619,1299)
classified-ad: બાકરોલ ગેટ પાસે 20 ગુંઠા કોમર્શીયલ જગ્યા મેઈન રોડટચ 3 કોર્નરવાળી વેચવાની છે. M.-9924525285. xyxy=(627,255,778,299)
zodiac-icon: ♐ xyxy=(1155,687,1178,710)
rashi-row xyxy=(1150,683,1508,714)
mantra-item: મન તારી ભાગે કેટલી વિરાગ છે, કેટલી રહસ્ય ગૂઢ છે. તું કેટલા જલ્દી રંગ બદલે છે? આ ક્ષણમાં તું મિત્રુક છે. આસક્ષણમાં કોડીને પણ રંગ બદલતા વાર લાગે છે પરંતુ મન તને તો રંગ બદલતાં લેશમાત્રનો સમય પણ લાગે નથી. જયાં થયો પહેલા વાતમ્ય હતું ત્યાં કઈ સાંકેટે આસન જમાવી દીધું. xyxy=(1157,1047,1500,1096)
classified-ad: ચસ્ટેન માં 35 વર્ષથી જાણીતું નામ પ્રમુખ માં 15 હજારથી ફ્લેટ માત્ર 25 લાખથી શરૂઆત દુકાન માત્ર 35 લાખથી ઉંબેઠમાં પ્રોપર્ટી આપ મકાન-દુકાનોની આપવાની છે. 9824279494(દલાલ માફ) xyxy=(309,961,461,1042)
ad-heading: મકાન વેચવાનું છે. xyxy=(1007,1189,1083,1202)
birthday-header xyxy=(1150,814,1508,846)
ad-heading: જોઈએ છે xyxy=(202,515,246,527)
header-brand: ગુજરાત સમાચાર xyxy=(457,138,559,155)
panchang-line: - દર્શ અમાસ xyxy=(1155,358,1203,370)
classified-ad: મીકેનીકલ વર્કર્સ માટે ઓટોકેડ (ડ્રાફ્ટમેન) 2D-3D ના જાણકાર 1 વર્ષનો અનુભવ જરૂરી. માઈટી એન્જીનીયર્સ, મો.-9265796886. xyxy=(147,950,300,1006)
classified-ad: 3 BHK, ૨૦, સફલ રેસીડેન્સી, સાંઈધામ સોસાયટીની પાછળ, કીશન સમોસાનો ખાંચો, નડીયાદ. Mo. 9924840094 xyxy=(952,1019,1137,1062)
ad-heading: ફ્લેટ વેચવાનો છે xyxy=(509,1021,579,1034)
classified-ad: નડિયાદમાં, ગણિત, વિજ્ઞાન, અંગ્રેજી વિષય માટે, સારી સેલેરી, ફ્રેશર ને તક મળશે. સંપર્ક : 9723279707. xyxy=(627,1328,778,1372)
classified-ad: 220 સ્ક્વેર ગ્રાઉન્ડ ફ્લોર પ્રાઈમ લોકેશન વાણીયાવાડ બેન્ક ઓફ બરોડા ની બાજુમાં નડીયાદ કીમત: ૫૫ લાખ Rate Negotiable. મો: 9825720106 xyxy=(952,255,1137,311)
classified-column xyxy=(786,242,945,2209)
rashi-text: સિંહ: આપના કાર્યની સાથે ઘર-પરિવાર-સગાસંબંધી વર્ગ - મિત્રવર્ગના કામકાજ અંગે વ્યસ્તતા રહે. જમીનના કામમાં ધ્યાન રાખવું. xyxy=(1183,566,1495,587)
section-band: ભાડે/વેચાણ xyxy=(309,428,461,451)
ad-heading: જમીન વેચવાની છે. xyxy=(824,393,907,406)
section-pill: આણંદ xyxy=(154,245,295,267)
ad-heading: ફ્લેટ વેચવાનો છે xyxy=(509,777,579,789)
classified-ad: પ્લોટ એરીયા ૧૭૭૯૦ ચો.ફૂટ, 3BHK, ફુલ ફર્નિશ બંગલો, ૧૫૦૦ ચો.ફૂટ બાંધકામ, પૂર્વમાં ૧૮ મીટર ટી.પી. રોડ, દક્ષિણમાં ૯ મીટર ટી.પી. રોડ, સંતરામ રેરી તથા BAPS મંદિર નજીક. Mo. 9099923649 xyxy=(952,552,1137,621)
rashi-text: મેષ: સીઝનલ ધંધામાં આપને આકસ્મિક ઘરાકી આવી જાય. ઘરેલુ પારિવારિક કામકાજ અંગે દોડધામ-શ્રમ જણાય. xyxy=(1183,443,1496,465)
birthday-left: આજથી શરૂ થઈ રહેલું આપનું જન્મવર્ષ આપના માટે સાનુકૂળ રહે. નાણાકીય-સુખાકારી: નાણાકીય સુખાકારીની દૃષ્ટિએ વર્ષ સાનુકૂળ રહે. આવકમાં વધારો જણાય. આકસ્મિક લાભ-લાભાદ્ધે મળી રહે. જૂની ઉઘરાણીના નાણાં છૂટા થાય. ખર્ચ થઈ શકે. નોકરી-ધંધો: વ્યવસાયિક દૃષ્ટિએ આપને માટે વર્ષ સુધરે. પ્રકાર થાય ઉપરીવર્ગ-સહકાર્યકરવર્ગ-નોકર- ચાકર વર્ગનો સાથ-સહકાર મળી રહે. xyxy=(1151,846,1329,972)
phone-anand-note: (આણંદ) xyxy=(1077,198,1110,209)
classified-ad: 2 BHK ફ્લેટ, વાણીયાવાડ, કોલેજ રોડ, નડિયાદ. મો. 9979401056 xyxy=(786,1310,945,1342)
classified-ad: ખેતા તલાવ, ડુકલેન્ડ પાસે નડિયાદ. ફર્નિચર સાથે 2 ઓફીસો વેચવાની છે. 376 sqft/600 sqft સંપર્ક : સાંજે 5 થી 7. મેડનોકિટ ડી.કે.ઠાકર. 9824063636/9099563636. xyxy=(952,381,1137,437)
classified-ad: 30, G.F. આત્મીય એન્કલવ, 240 ચો.ફૂટ, વલેટવા ચોકડી, વલેટવા. મો.-9428077949, 9409011595. xyxy=(309,1313,461,1370)
rashi-row xyxy=(1150,653,1508,683)
ad-heading: શિક્ષકો જોઈએ છે xyxy=(665,1315,740,1328)
classified-ad: વેચવાનું છે. દેસાઈ શેરી, પેટલાદમાં ત્રણ બાજુ હવાઉજાસવાળું જૂનું મકાન વેચવાનું છે 9429534094 xyxy=(309,455,461,499)
ad-heading: જૂનું મકાન વેચવાનો છે. xyxy=(994,866,1095,879)
zodiac-icon: ♑ xyxy=(1155,718,1178,741)
panchang-line: દિવસના ચોઘડિયા : ઉદ્વેગ, ચલ, લાભ, અમૃત, કાળ, શુભ, રોગ, ઉદ્વેગ. xyxy=(1155,193,1414,205)
page-number: ૨ xyxy=(110,65,128,101)
call-box xyxy=(809,153,1133,222)
column-rule xyxy=(782,242,783,2209)
business-subtitle: વ્યવસાયલક્ષી xyxy=(1408,1807,1497,1826)
rashi-text: કર્ક: આપના કામમાં આકસ્મિક સાનુકૂળતા મળી રહે. આપના કામનો ઉકેલ લાવી શકો. સંતાનનો સહકાર મળી રહે. xyxy=(1183,535,1479,556)
ad-heading: ભાડે-વેચાણ xyxy=(520,1217,567,1230)
classified-ad: (ફ્લેટના ભાવમાં) ફિક્સીએ પોતાની જમીન મળે ગફેસ. પોતાની જમીન મળે તાળું મકાન (બે માળનું). રિપલ ફ્લિકસિટ ફીકસ્ટ પાસે, પીજ ચોકડી, કર્મવીર સુંદરખાન. કિંમત-30 લાખ. મો. 9099973792 xyxy=(786,836,945,917)
classified-ad: આણંદના પોશ વિસ્તારમાં ૯૯.૩ સ્ક્વે.મીટરનો રોડટચ પ્લોટ વેચવાનો છે. અમિની મેડીકલ હોસ્પિટલ પાસે, જૈન મંદિર પાછળ, આણંદ. સંપર્ક : 9924175819. xyxy=(627,312,778,381)
classified-ad: લાંભા ગાળા માટે ભાડે આપવાની છે. જય કિસાન ફ્લેટ પાસે, સીમી માર્કેટમાં, રેલ્વે સ્ટેશન સામે, નડિયાદ. ૮૪૯૭૯૦૦૩૫૯. મકાન આવકાર્ય. ત્રણ માળની. xyxy=(786,1240,945,1297)
classified-ad: 3 BHK ફ્લેટ, નક્ષત્ર- 6, D-2, ચોથે માળ, નડીયાદ-ઉતરસંડા રોડ, નડીયાદ. Mo. 9924840094 xyxy=(952,961,1137,1005)
phone-numbers xyxy=(895,163,1114,213)
ad-heading: ફ્લેટ વેચાણ xyxy=(840,602,891,614)
business-title: ક્લાસિફાઇડ xyxy=(1237,1799,1401,1835)
ad-heading: જોઈએ છે xyxy=(681,618,725,630)
bus-icon xyxy=(1212,1964,1230,1977)
ad-heading: ફ્લેટ વેચવાનો છે xyxy=(1010,703,1080,715)
ad-heading: કોમર્શીયલ જગ્યા વેચવાની છે xyxy=(640,242,765,254)
ad-heading: ભાડે જોઈએ છે xyxy=(833,532,897,545)
tag-line: PROPERTY | MATRIMONIAL | BUSINESS | AUTOMOBILES | JOB | SERVICES xyxy=(156,172,385,180)
ad-heading: જોઈએ છે xyxy=(202,458,246,470)
classified-ad: સેલ્સ અને સ્ટોર મેનેજ કરે તેવા લેડીસની જરૂર છે. સારો પગાર તથા કમિશન અનુભવ જરૂરી. આશીર્વાદ સ્ટોર્સ, આર. જે. Jia Belle Lifestyle.Anand.8141723638 xyxy=(309,312,461,381)
business-nadiad-banner: નડિયાદ xyxy=(1153,1845,1326,1867)
classified-ad: ૯-બેડ રૂમ, હોલ, કિચન, નડીયાદ ની મધ્યમાં સારું લોકેશન, ડીપળા પોળ, નગરવાડાનો ઢાળ, નડીયાદ. Mo. 9099379697 xyxy=(952,1076,1137,1120)
ad-heading: જોઈએ છે xyxy=(202,798,246,811)
rashi-row xyxy=(1150,500,1508,530)
business-travels-banner-3 xyxy=(1332,1932,1505,1954)
birthday-date: તા.૧૪/૦૬/૨૦૨૬,રવિવાર xyxy=(1399,824,1499,837)
classifieds-header xyxy=(144,136,1144,237)
mantra-sankalan: સંકલન : russhabhshahgs@gmail.com xyxy=(1152,1195,1506,1213)
rashi-text: મીન: આપના કાર્યની સાથે અર્ધોક-પડોશ, ભાઈભાંડુના કામમાં આપને વ્યસ્ત રહેવું પડે. મિલન-મુલાકાત થઈ શકે. xyxy=(1183,780,1503,801)
ad-heading: જોઈએ છે xyxy=(681,491,725,504)
ad-heading: પ્રાઈમ જગ્યા દુકાન ભાડે xyxy=(814,1227,916,1240)
classified-column xyxy=(952,242,1137,2209)
classified-ad: બિલ્ડીંગ તાત્કાલિક વેચવાનું છે. અરમાન આર્કેડ, જૂના બસ સ્ટેન્ડની સામે, આણંદ. મો.-9586951099. xyxy=(468,897,619,941)
registration-dot xyxy=(179,2230,193,2244)
birthday-right: બઢતી-બદલીના કામમાં પ્રગતિ જણાય. નવું કોઈ આયોજન વિચારી શકો હોય તો તે થઈ શકે. વર્ષની મધ્યમાં થોડી સાવધાની રાખવી પડે. ઉતાવળ કરવી નહીં. પરિવાર-સ્વજનવર્ગ માટે આ જન્મવર્ષ સારું પુરવાર થાય. સંતાનના પ્રશ્નો હલ થાય. સંતાનના અભ્યાસ-લગ્ન પ્રશ્ને વાતચીત આવે તે નક્કી થાય. નોકરી-વ્યવસાયમાં નવી તક પ્રાપ્ત થાય. નવદંપતીને સંતાન પ્રાપ્તિના યોગ ઉભા થાય. xyxy=(1333,850,1504,956)
